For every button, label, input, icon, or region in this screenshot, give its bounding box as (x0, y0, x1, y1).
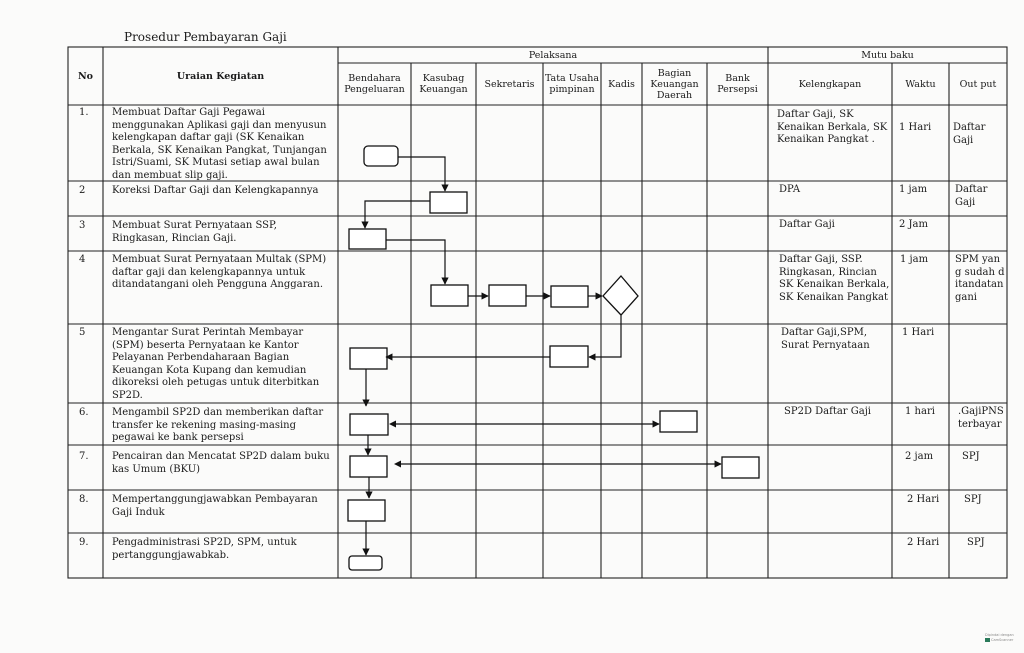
row-9-output: SPJ (967, 537, 985, 548)
header-actor-kasubag: Kasubag Keuangan (419, 73, 468, 95)
row-7-waktu: 2 jam (905, 451, 934, 462)
row-6-no: 6. (79, 407, 89, 418)
document-title: Prosedur Pembayaran Gaji (124, 30, 287, 44)
header-actor-bank: Bank Persepsi (717, 73, 758, 95)
row-5-no: 5 (79, 327, 86, 338)
row-7-no: 7. (79, 451, 89, 462)
flow-decision (603, 276, 638, 315)
flow-process-step5a (350, 348, 387, 369)
header-uraian: Uraian Kegiatan (176, 70, 265, 82)
row-2-waktu: 1 jam (899, 184, 928, 195)
flow-process-step4a (431, 285, 468, 306)
row-4-no: 4 (79, 254, 86, 265)
flow-process-step6b (660, 411, 697, 432)
row-1-kelengkapan: Daftar Gaji, SK Kenaikan Berkala, SK Kenaikan Pangkat . (777, 109, 888, 145)
header-actor-bendahara: Bendahara Pengeluaran (344, 73, 405, 95)
row-8-uraian: Mempertanggungjawabkan Pembayaran Gaji Induk (112, 494, 318, 518)
row-5-kelengkapan: Daftar Gaji,SPM, Surat Pernyataan (781, 327, 870, 351)
watermark-line2: CamScanner (991, 638, 1014, 642)
row-2-output: Daftar Gaji (955, 184, 988, 208)
header-mutu-baku: Mutu baku (861, 49, 914, 61)
row-3-no: 3 (79, 220, 86, 231)
row-3-kelengkapan: Daftar Gaji (779, 219, 835, 230)
row-1-uraian: Membuat Daftar Gaji Pegawai menggunakan Aplikasi gaji dan menyusun kelengkapan daftar gaji (SK Kenaikan Berkala, SK Kenaikan Pangkat, Tunjangan Istri/Suami, SK Mutasi setiap awal bulan dan membuat slip gaji. (112, 107, 327, 181)
header-actor-sekretaris: Sekretaris (484, 78, 535, 90)
flow-process-step2 (430, 192, 467, 213)
row-2-uraian: Koreksi Daftar Gaji dan Kelengkapannya (112, 185, 319, 196)
row-3-uraian: Membuat Surat Pernyataan SSP, Ringkasan, Rincian Gaji. (112, 220, 277, 244)
flow-arrow-2-3 (365, 201, 430, 228)
row-4-kelengkapan: Daftar Gaji, SSP. Ringkasan, Rincian SK Kenaikan Berkala, SK Kenaikan Pangkat (779, 254, 890, 303)
row-7-output: SPJ (962, 451, 980, 462)
row-3-waktu: 2 Jam (899, 219, 928, 230)
row-1-waktu: 1 Hari (899, 122, 932, 133)
row-8-no: 8. (79, 494, 89, 505)
flow-arrow-1-2 (398, 157, 445, 191)
bidirectional-arrowheads (389, 421, 401, 468)
row-9-waktu: 2 Hari (907, 537, 940, 548)
flow-arrow-decision-5b (589, 315, 621, 357)
header-kelengkapan: Kelengkapan (798, 78, 862, 90)
camscanner-watermark (985, 633, 1019, 647)
flow-end-terminator (349, 556, 382, 570)
row-1-output: Daftar Gaji (953, 122, 986, 146)
row-7-uraian: Pencairan dan Mencatat SP2D dalam buku kas Umum (BKU) (112, 451, 330, 475)
flow-process-step3 (349, 229, 386, 249)
flow-process-step5b (550, 346, 588, 367)
flow-process-step8 (348, 500, 385, 521)
row-9-no: 9. (79, 537, 89, 548)
header-actor-kadis: Kadis (608, 78, 635, 90)
row-6-uraian: Mengambil SP2D dan memberikan daftar transfer ke rekening masing-masing pegawai ke bank persepsi (112, 407, 324, 443)
header-output: Out put (959, 78, 997, 90)
row-5-waktu: 1 Hari (902, 327, 935, 338)
header-waktu: Waktu (905, 78, 936, 90)
flow-process-step6a (350, 414, 388, 435)
flow-arrowhead-6a (389, 421, 396, 428)
watermark-line1: Dipindai dengan (985, 633, 1014, 637)
flow-process-step7a (350, 456, 387, 477)
row-4-waktu: 1 jam (900, 254, 929, 265)
flow-start-terminator (364, 146, 398, 166)
header-actor-tata-usaha: Tata Usaha pimpinan (544, 73, 600, 95)
row-9-uraian: Pengadministrasi SP2D, SPM, untuk pertanggungjawabkab. (112, 537, 297, 561)
row-4-output: SPM yang sudah ditandatangani (955, 254, 1005, 303)
header-actor-bagian-keuangan: Bagian Keuangan Daerah (650, 67, 699, 101)
row-8-waktu: 2 Hari (907, 494, 940, 505)
row-5-uraian: Mengantar Surat Perintah Membayar (SPM) beserta Pernyataan ke Kantor Pelayanan Perbendaharaan Bagian Keuangan Kota Kupang dan kemudian dikoreksi oleh petugas untuk diterbitkan SP2D. (112, 327, 320, 401)
row-1-no: 1. (79, 107, 89, 118)
flow-arrow-3-4 (386, 240, 445, 284)
row-6-waktu: 1 hari (905, 406, 935, 417)
camscanner-logo-icon (985, 638, 990, 642)
flow-process-step7b (722, 457, 759, 478)
row-6-output: .GajiPNS terbayar (958, 406, 1004, 430)
flow-process-step4b (489, 285, 526, 306)
header-no: No (77, 70, 94, 82)
row-8-output: SPJ (964, 494, 982, 505)
row-4-uraian: Membuat Surat Pernyataan Multak (SPM) daftar gaji dan kelengkapannya untuk ditandatangani oleh Pengguna Anggaran. (112, 254, 327, 290)
row-6-kelengkapan: SP2D Daftar Gaji (784, 406, 872, 417)
header-pelaksana: Pelaksana (528, 49, 578, 61)
flow-process-step4c (551, 286, 588, 307)
row-2-kelengkapan: DPA (779, 184, 801, 195)
flow-arrowhead-7a (394, 461, 401, 468)
row-2-no: 2 (79, 185, 86, 196)
